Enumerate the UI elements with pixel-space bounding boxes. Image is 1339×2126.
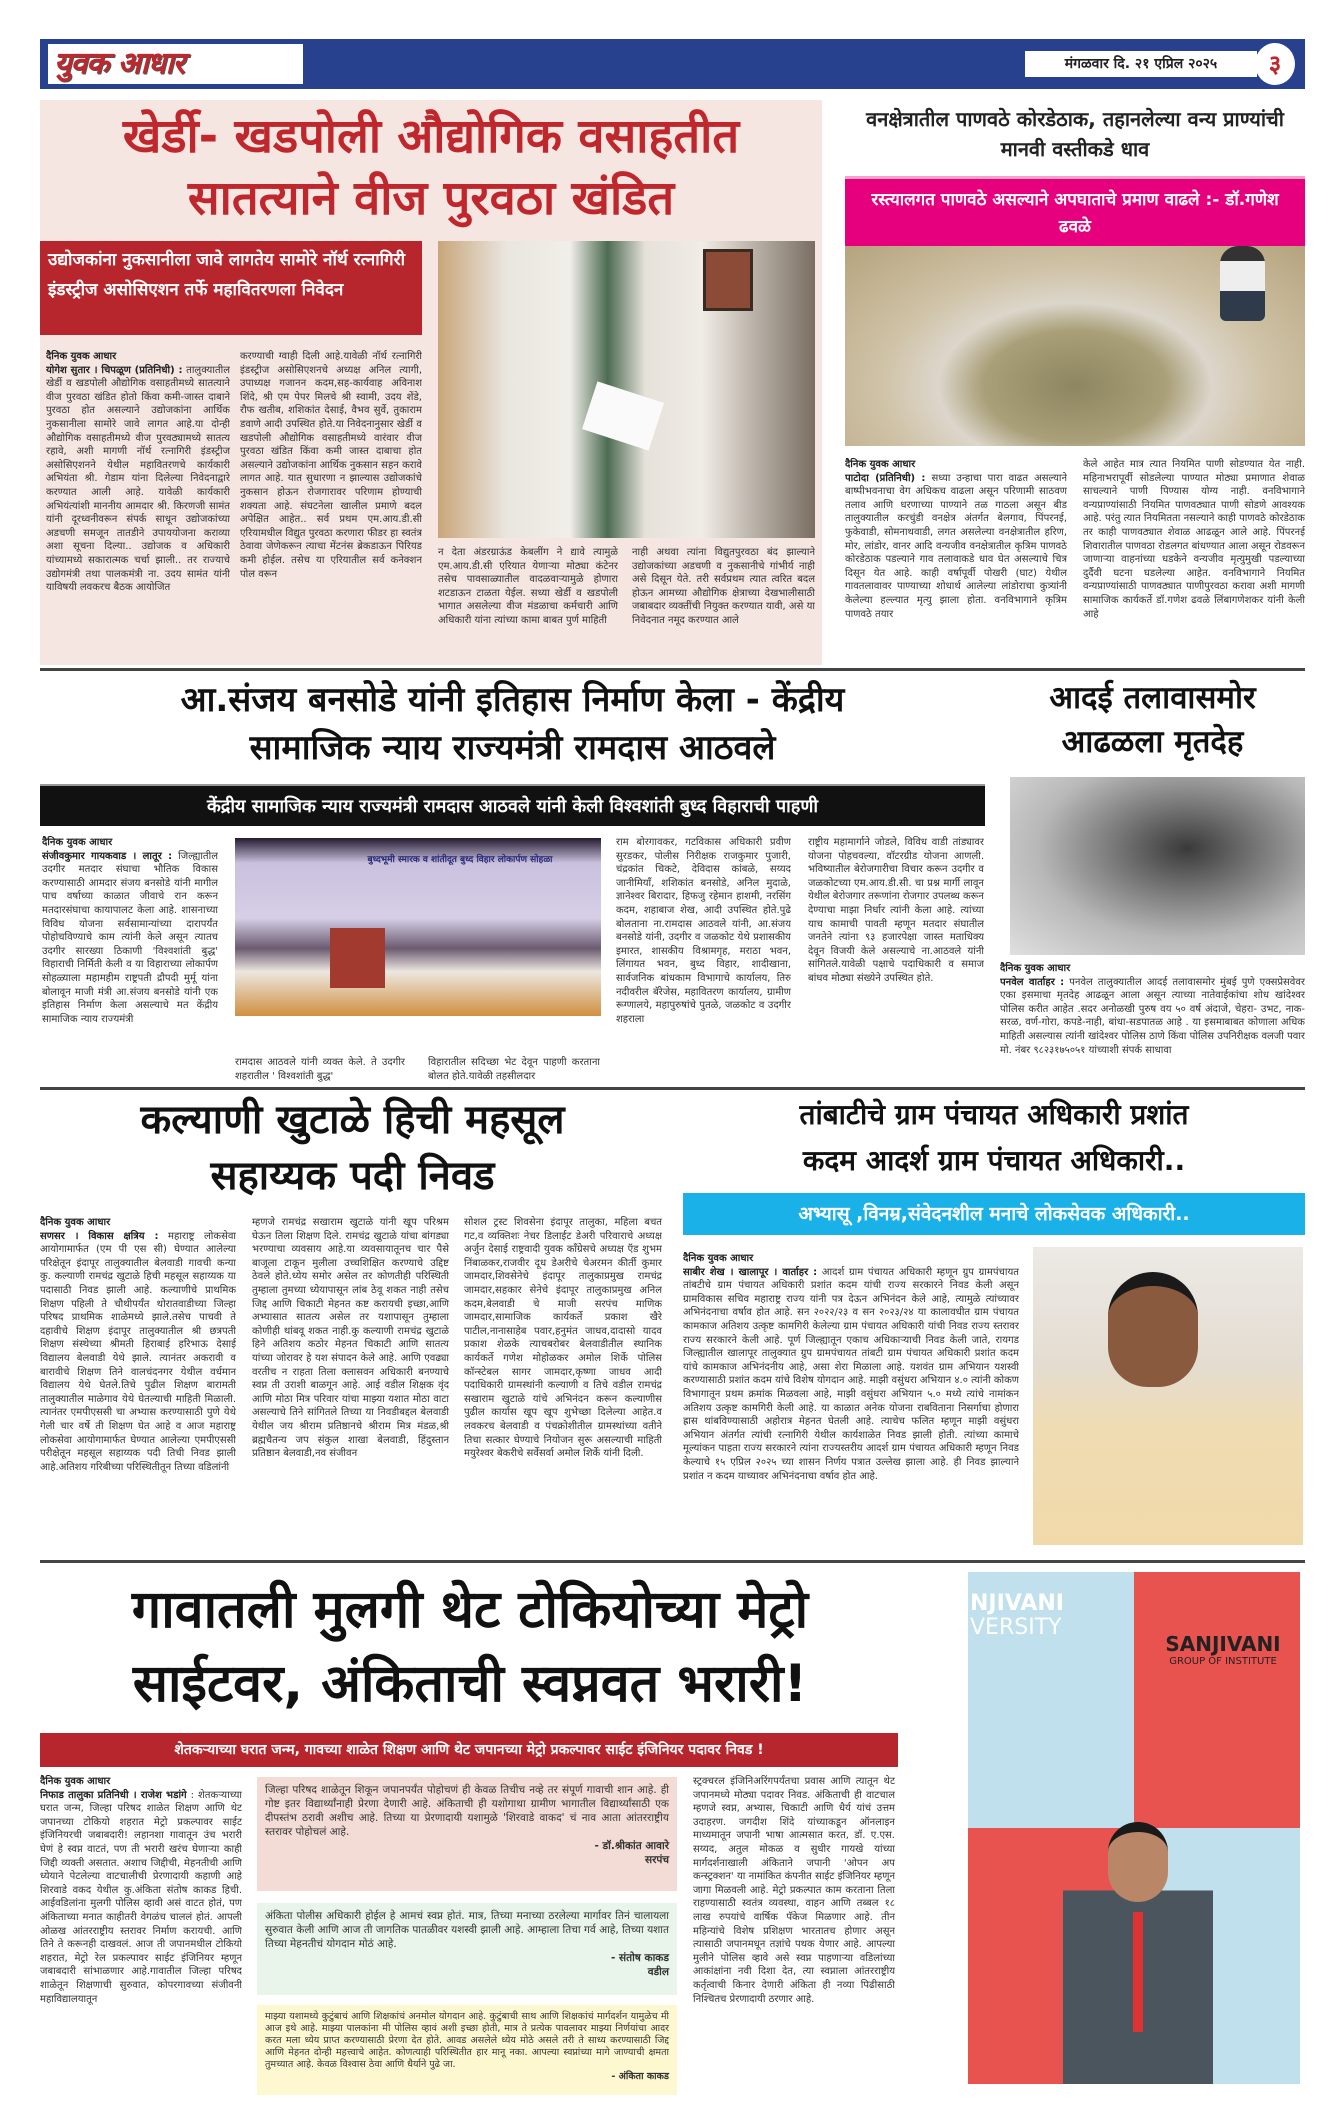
quote-box-father <box>257 1903 677 1995</box>
subhead-box: रस्त्यालगत पाणवठे असल्याने अपघाताचे प्रमाण वाढले :- डॉ.गणेश ढवळे <box>845 176 1305 246</box>
byline: निफाड तालुका प्रतिनिधी । राजेश भडांगे <box>40 1789 187 1801</box>
quote-box-sarpanch <box>257 1777 677 1891</box>
person-figure <box>1220 246 1265 321</box>
headline <box>40 106 822 230</box>
masthead <box>40 39 1305 89</box>
headline <box>40 676 985 772</box>
dateline: दैनिक युवक आधार <box>1000 963 1071 974</box>
article-column: केले आहेत मात्र त्यात नियमित पाणी सोडण्यात येत नाही. महिनाभरापूर्वी सोडलेल्या पाण्यात मोठ्या प्रमाणात शेवाळ साचल्याने पाणी पिण्यास योग्य नाही. वनविभागाने वन्यप्राण्यांसाठी नियमित पाणवठ्यात पाणी सोडणे आवश्यक आहे. परंतु त्यात नियमितता नसल्याने काही पाणवठे कोरडेठाक तर काही पाणवठ्यात शेवाळ आढळून आले आहे. पिंपरनई शिवारातील पाणवठा रोडलगत बांधण्यात आला असून रोडवरून जाणाऱ्या वाहनांच्या धडकेने वन्यजीव मृत्युमुखी पडल्याच्या दुर्दैवी घटना घडलेल्या आहेत. वनविभागाने नियमित वन्यप्राण्यांसाठी पाणवठ्यात पाणीपुरवठा करावा अशी मागणी सामाजिक कार्यकर्ते डॉ.गणेश ढवळे लिंबागणेशकर यांनी केली आहे <box>1083 459 1305 620</box>
quote-role: वडील <box>647 1966 669 1978</box>
article-column: सोशल ट्रस्ट शिवसेना इंदापूर तालुका, महिला बचत गट,व व्यक्तिशः नेचर डिलाईट डेअरी परिवाराचे अध्यक्ष अर्जुन देसाई राष्ट्रवादी युवक काँग्रेसचे अध्यक्ष ऍड शुभम निंबाळकर,राजवीर दूध डेअरीचे चेअरमन कीर्ती कुमार जामदार,शिवसेनेचे इंदापूर तालुकाप्रमुख रामचंद्र जामदार,सहकार सेनेचे इंदापूर तालुकाप्रमुख अनिल कदम,बेलवाडी चे माजी सरपंच माणिक जामदार,सामाजिक कार्यकर्ते प्रकाश खैरे पाटील,नानासाहेब पवार,हनुमंत जाधव,दादासो यादव प्रकाश शेळके त्याचबरोबर बेलवाडीतील स्थानिक कार्यकर्ते गणेश मोहोळकर अमोल शिर्के पोलिस कॉन्स्टेबल सागर जामदार,कृष्णा जाधव आदी पदाधिकारी ग्रामस्थांनी कल्याणी व तिचे वडील रामचंद्र सखाराम खुटाळे यांचे अभिनंदन करून कल्याणीस पुढील कार्यास खूप खूप शुभेच्छा दिलेल्या आहेत.व लवकरच बेलवाडी व पंचक्रोशीतील ग्रामस्थांच्या वतीने तिचा सत्कार घेण्याचे नियोजन सुरू असल्याची माहिती मयुरेश्वर बेकरीचे सर्वेसर्वा अमोल शिर्के यांनी दिली. <box>464 1217 662 1460</box>
section-divider <box>40 1560 1305 1563</box>
section-divider <box>40 668 1305 671</box>
logo-text-university: NJIVANI VERSITY <box>970 1591 1064 1640</box>
quote-box-ankita <box>257 2005 677 2095</box>
subhead-bar: केंद्रीय सामाजिक न्याय राज्यमंत्री रामदास आठवले यांनी केली विश्वशांती बुध्द विहाराची पाहणी <box>40 784 985 826</box>
dateline: दैनिक युवक आधार <box>46 351 117 362</box>
headline-line-1: कल्याणी खुटाळे हिची महसूल <box>140 1097 565 1143</box>
event-stage-photo <box>235 838 601 1016</box>
portrait-frame <box>703 249 753 311</box>
issue-date: मंगळवार दि. २१ एप्रिल २०२५ <box>1025 51 1257 77</box>
article-text: आदर्श ग्राम पंचायत अधिकारी म्हणून ग्रुप ग्रामपंचायत तांबटीचे ग्राम पंचायत अधिकारी प्रशांत कदम यांची राज्य सरकारने निवड केली असून ग्रामविकास सचिव महाराष्ट्र राज्य यांनी पत्र देऊन अभिनंदन केले आहे, त्यामुळे त्यांच्यावर अभिनंदनाचा वर्षाव होत आहे. सन २०२२/२३ व सन २०२३/२४ या कालावधीत ग्राम पंचायत कामकाज अतिशय उत्कृष्ट कामगिरी केलेल्या ग्राम पंचायत अधिकारी यांची निवड राज्य स्तरावर राज्य सरकारने केली आहे. पूर्ण जिल्ह्यातून एकाच अधिकाऱ्याची निवड केली जाते, रायगड जिल्ह्यातील खालापूर तालुक्यात ग्रुप ग्रामपंचायत तांबटी ग्राम पंचायत अधिकारी प्रशांत कदम यांचे कामकाज अभिनंदनीय आहे, असा शेरा मिळाला आहे. यशवंत ग्राम अभियान यशस्वी करण्यासाठी प्रशांत कदम यांचे विशेष योगदान आहे. माझी वसुंधरा अभियान ४.० त्यांनी कोकण विभागातून प्रथम क्रमांक मिळवला आहे, माझी वसुंधरा अभियान ५.० मध्ये त्यांचे नामांकन अतिशय उत्कृष्ट कामगिरी केली आहे. या काळात अनेक योजना राबविताना निसर्गाचा होणारा ह्रास थांबविण्यासाठी अहोरात्र मेहनत घेतली आहे. त्याचेच फलित म्हणून माझी वसुंधरा अभियान अंतर्गत त्यांची रत्नागिरी येथील कार्यशाळेत निवड झाली होती. त्यांच्या कामाचे मूल्यांकन पाहता राज्य सरकारने त्यांना राज्यस्तरीय आदर्श ग्राम पंचायत अधिकारी म्हणून निवड केल्याचे १५ एप्रिल २०२५ च्या शासन निर्णय पत्रात उल्लेख झाला आहे. ही निवड झाल्याने प्रशांत न कदम याच्यावर अभिनंदनाचा वर्षाव होत आहे. <box>683 1266 1019 1482</box>
dateline: दैनिक युवक आधार <box>40 1217 111 1228</box>
quote-author: - अंकिता काकड <box>611 2071 669 2082</box>
headline-line-2: सातत्याने वीज पुरवठा खंडित <box>187 171 675 226</box>
deceased-photo <box>1010 777 1305 955</box>
quote-text: अंकिता पोलीस अधिकारी होईल हे आमचं स्वप्न होतं. मात्र, तिच्या मनाच्या ठरलेल्या मार्गावर तिनं चालायला सुरुवात केली आणि आज ती जागतिक पातळीवर यशस्वी झाली आहे. आम्हाला तिचा गर्व आहे, तिच्या यशात तिच्या मेहनतीचं योगदान मोठं आहे. <box>265 1910 669 1950</box>
article-column <box>40 1775 242 2093</box>
headline: आदई तलावासमोर आढळला मृतदेह <box>1049 680 1256 760</box>
byline: सणसर । विकास क्षत्रिय : <box>40 1230 159 1242</box>
headline: वनक्षेत्रातील पाणवठे कोरडेठाक, तहानलेल्या वन्य प्राण्यांची मानवी वस्तीकडे धाव <box>866 107 1284 161</box>
dateline: दैनिक युवक आधार <box>42 837 113 848</box>
page-number: ३ <box>1255 43 1295 85</box>
article-column <box>40 1216 236 1552</box>
headline <box>683 1092 1305 1184</box>
article-column: करण्याची ग्वाही दिली आहे.यावेळी नॉर्थ रत्नागिरी इंडस्ट्रीज असोसिएशनचे अध्यक्ष अनिल त्यागी, उपाध्यक्ष गजानन कदम,सह-कार्यवाह अविनाश शिंदे, श्री एम पेपर मिलचे श्री स्वामी, उदय शेंडे, रौफ खतीब, शशिकांत देसाई, वैभव सुर्वे, तुकाराम डवाणे आदी उपस्थित होते.या निवेदनानुसार खेर्डी व खडपोली औद्योगिक वसाहतीमध्ये वारंवार वीज पुरवठा खंडित किंवा कमी जास्त दाबाचा होत असल्याने उद्योजकांना आर्थिक नुकसान सहन करावे लागत आहे. यात सुधारणा न झाल्यास उद्योजकांचे नुकसान होऊन रोजगारावर परिणाम होण्याची शक्यता आहे. संघटनेला खालील प्रमाणे बदल अपेक्षित आहेत.. सर्व प्रथम एम.आय.डी.सी एरियामधील विद्युत पुरवठा करणारा फीडर हा स्वतंत्र ठेवावा जेणेकरून त्याचा मेंटनंस ब्रेकडाऊन पिरियड कमी होईल. तसेच या एरियातील सर्व कनेक्शन पोल वरून <box>240 351 422 580</box>
story-kalyani <box>40 1092 665 1554</box>
person-figure <box>1063 1842 1213 2084</box>
ankita-photo <box>968 1572 1300 2084</box>
story-kherdi-power <box>40 100 822 665</box>
story-prashant-kadam <box>683 1092 1305 1554</box>
stage-banner: बुध्दभूमी स्मारक व शांतीदूत बुध्द विहार लोकार्पण सोहळा <box>367 855 553 865</box>
byline: संजीवकुमार गायकवाड । लातूर : <box>42 850 173 862</box>
byline: साबीर शेख । खालापूर । वार्ताहर : <box>683 1266 818 1278</box>
headline-line-2: कदम आदर्श ग्राम पंचायत अधिकारी.. <box>802 1144 1186 1177</box>
article-column: रामदास आठवले यांनी व्यक्त केले. ते उदगीर शहरातील ' विश्वशांती बुद्ध' <box>235 1057 405 1082</box>
quote-role: सरपंच <box>644 1854 669 1866</box>
dateline: दैनिक युवक आधार <box>40 1776 111 1787</box>
story-body-found <box>1000 672 1305 1084</box>
headline-line-1: गावातली मुलगी थेट टोकियोच्या मेट्रो <box>131 1580 809 1640</box>
logo-text-brand: SANJIVANI GROUP OF INSTITUTE <box>1165 1632 1281 1667</box>
article-text: पनवेल तालुक्यातील आदई तलावासमोर मुंबई पुणे एक्सप्रेसवेवर एका इसमाचा मृतदेह आढळून आला असून त्याच्या नातेवाईकांचा शोध खांदेश्वर पोलिस करीत आहेत .सदर अनोळखी पुरुष वय ५० वर्ष अंदाजे, चेहरा- उभट, नाक-सरळ, वर्ण-गोरा, कपडे-नाही, बांधा-सडपातळ आहे . या इसमाबाबत कोणाला अधिक माहिती असल्यास त्यांनी खांदेश्वर पोलिस ठाणे किंवा पोलिस उपनिरीक्षक वलजी पवार मो. नंबर ९८२३१७५०५१ यांच्याशी संपर्क साधावा <box>1000 976 1305 1056</box>
article-column <box>42 836 218 1081</box>
article-text: सध्या उन्हाचा पारा वाढत असल्याने बाष्पीभवनाचा वेग अधिकच वाढला असून परिणामी साठवण तलाव आणि धरणाच्या पाण्याने तळ गाठला असून बीड तालुक्यातील करचुंडी वनक्षेत्र अंतर्गत बेलगाव, पिंपरनई, फुकेवाडी, सोमनाथवाडी, लगत असलेल्या वनक्षेत्रातील हरिण, मोर, लांडोर, वानर आदि वन्यजीव वनक्षेत्रातील कृत्रिम पाणवठे कोरडेठाक पडल्याने गाव तलावाकडे धाव घेत असल्याचे चित्र दिसून येत आहे. काही वर्षापूर्वी पोखरी (घाट) येथील गावतलावावर पाण्याच्या शोधार्थ आलेल्या लांडोराचा कुत्र्यांनी केलेल्या हल्ल्यात मृत्यु झाला होता. वनविभागाने कृत्रिम पाणवठे तयार <box>845 472 1067 620</box>
quote-text: जिल्हा परिषद शाळेतून शिकून जपानपर्यंत पोहोचणं ही केवळ तिचीच नव्हे तर संपूर्ण गावाची शान आहे. ही गोष्ट इतर विद्यार्थ्यांनाही प्रेरणा देणारी आहे. अंकिताची ही यशोगाथा ग्रामीण भागातील विद्यार्थ्यांसाठी एक दीपस्तंभ ठरावी अशीच आहे. तिच्या या प्रेरणादायी यशामुळे 'शिरवाडे वाकद' चं नाव आता आंतरराष्ट्रीय स्तरावर पोहोचलं आहे. <box>265 1784 669 1838</box>
article-column: नाही अथवा त्यांना विद्युतपुरवठा बंद झाल्याने उद्योजकांच्या अडचणी व नुकसानीचे गांभीर्य नाही असे दिसून येते. तरी सर्वप्रथम त्यात त्वरित बदल होऊन आमच्या औद्योगिक क्षेत्राच्या देखभालीसाठी जबाबदार व्यक्तींची नियुक्त करण्यात यावी, असे या निवेदनात नमूद करण्यात आले <box>632 547 815 626</box>
article-column: राम बोरगावकर, गटविकास अधिकारी प्रवीण सुरडकर, पोलीस निरीक्षक राजकुमार पुजारी, चंद्रकांत चिकटे, देविदास कांबळे, सय्यद जानीमियाँ, शशिकांत बनसोडे, अनिल मुदाळे, ज्ञानेश्वर बिरादार, हिफजु रहेमान हाशमी, नरसिंग कदम, शहाबाज शेख, आदी उपस्थित होते.पुढे बोलताना ना.रामदास आठवले यांनी, आ.संजय बनसोडे यांनी, उदगीर व जळकोट येथे प्रशासकीय इमारत, शासकीय विश्रामगृह, मराठा भवन, लिंगायत भवन, बुध्द विहार, शादीखाना, सार्वजनिक बांधकाम विभागाचे कार्यालय, तिरु नदीवरील बॅरेजेस, महावितरण कार्यालय, ग्रामीण रूग्णालये, महापुरुषांचे पुतळे, जळकोट व उदगीर शहराला <box>616 837 791 1025</box>
podium <box>330 928 385 988</box>
section-divider <box>40 1087 1305 1090</box>
article-text: जिल्ह्यातील उदगीर मतदार संघाचा भौतिक विकास करण्यासाठी आमदार संजय बनसोडे यांनी मागील पाच वर्षाच्या काळात जीवाचे रान करून मतदारसंघाचा कायापालट केला आहे. शासनाच्या विविध योजना सर्वसामान्यांच्या दारापर्यंत पोहोचविण्याचे काम त्यांनी केले असून त्यातच उदगीर सारख्या ठिकाणी 'विश्वशांती बुद्ध' विहाराची निर्मिती केली व या विहाराच्या लोकार्पण सोहळ्याला महामहीम राष्ट्रपती द्रौपदी मुर्मू यांना बोलावून माजी मंत्री आ.संजय बनसोडे यांनी एक इतिहास निर्माण केला असल्याचे मत केंद्रीय सामाजिक न्याय राज्यमंत्री <box>42 850 218 1025</box>
article-text: महाराष्ट्र लोकसेवा आयोगामार्फत (एम पी एस सी) घेण्यात आलेल्या परिक्षेतून इंदापूर तालुक्यातील बेलवाडी गावची कन्या कु. कल्याणी रामचंद्र खुटाळे हिची महसूल सहाय्यक या पदासाठी निवड झाली आहे. कल्याणीचे प्राथमिक शिक्षण पहिली ते चौथीपर्यंत थोरातवाडीच्या जिल्हा परिषद प्राथमिक शाळेमध्ये झाले.तसेच पाचवी ते दहावीचे शिक्षण इंदापूर तालुक्यातील श्री छत्रपती शिक्षण संस्थेच्या श्रीमती हिराबाई हरिभाऊ देसाई विद्यालय बेलवाडी येथे झाले. त्यानंतर अकरावी व बारावीचे शिक्षण तिने वालचंदनगर येथील वर्धमान विद्यालय येथे घेतले.तिचे पुढील शिक्षण बारामती तालुक्यातील माळेगाव येथे घेतल्याची माहिती मिळाली. त्यानंतर एमपीएससी चा अभ्यास करण्यासाठी पुणे येथे गेली चार वर्षे ती शिक्षण घेत आहे व आज महाराष्ट्र लोकसेवा आयोगामार्फत घेण्यात आलेल्या एमपीएससी परीक्षेतून महसूल सहाय्यक पदी तिची निवड झाली आहे.अतिशय गरिबीच्या परिस्थितीतून तिच्या वडिलांनी <box>40 1230 236 1473</box>
story-waterholes <box>845 100 1305 665</box>
quote-text: माझ्या यशामध्ये कुटुंबाचं आणि शिक्षकांचं अनमोल योगदान आहे. कुटुंबाची साथ आणि शिक्षकांचं मार्गदर्शन यामुळेच मी आज इथे आहे. माझ्या पालकांना मी पोलिस व्हावं अशी इच्छा होती, मात्र ते प्रत्येक पावलावर माझ्या निर्णयांचा आदर करत मला ध्येय प्राप्त करण्यासाठी प्रेरणा देत होते. आवड असलेले ध्येय मोठे असले तरी ते साध्य करण्यासाठी जिद्द आणि मेहनत दोन्ही महत्त्वाचे आहेत. कोणत्याही परिस्थितीत हार मानू नका. आपल्या स्वप्नांच्या मागे जाण्याची क्षमता तुमच्यात आहे. केवळ विश्वास ठेवा आणि धैर्याने पुढे जा. <box>265 2011 669 2070</box>
byline: योगेश सुतार । चिपळूण (प्रतिनिधी) : <box>46 364 183 376</box>
face <box>1108 1272 1198 1387</box>
story-bansode <box>40 672 985 1084</box>
article-column <box>46 350 230 658</box>
dateline: दैनिक युवक आधार <box>683 1253 754 1264</box>
article-column: राष्ट्रीय महामार्गाने जोडले, विविध वाडी तांड्यावर योजना पोहचवल्या, वॉटरग्रीड योजना आणली. भविष्यातील बेरोजगारीचा विचार करून उदगीर व जळकोटच्या एम.आय.डी.सी. चा प्रश्न मार्गी लावून येथील बेरोजगार तरूणांना रोजगार उपलब्ध करून देण्याचा माझा निर्धार त्यांनी केला आहे. त्यांच्या याच कामाची पावती म्हणून मतदार संघातील जनतेने त्यांना ९३ हजारपेक्षा जास्त मताधिक्य देवून विजयी केले असल्याचे ना.आठवले यांनी सांगितले.यावेळी पक्षाचे पदाधिकारी व समाज बांधव मोठ्या संख्येने उपस्थित होते. <box>808 837 984 984</box>
article-column <box>683 1252 1019 1552</box>
article-text: तालुक्यातील खेर्डी व खडपोली औद्योगिक वसाहतीमध्ये सातत्याने वीज पुरवठा खंडित होतो किंवा कमी-जास्त दाबाने पुरवठा होत असल्याने उद्योजकांना आर्थिक नुकसानीला सामोरे जावे लागत आहे.या दोन्ही औद्योगिक वसाहतीमध्ये वीज पुरवठ्यामध्ये सातत्य रहावे, अशी मागणी नॉर्थ रत्नागिरी इंडस्ट्रीज असोसिएशनने येथील महावितरणचे कार्यकारी अभियंता श्री. गेडाम यांना दिलेल्या निवेदनाद्वारे करण्यात आली आहे. यावेळी कार्यकारी अभियंत्यांशी माननीय आमदार श्री. किरणजी सामंत यांनी दूरध्वनीवरून संपर्क साधून उद्योजकांच्या अडचणी समजून तातडीने उपाययोजना कराव्या अशा सूचना दिल्या.. उद्योजक व अधिकारी यांच्यामध्ये सकारात्मक चर्चा झाली.. तर राज्याचे उद्योगमंत्री तथा पालकमंत्री ना. उदय सामंत यांनी याविषयी लवकरच बैठक आयोजित <box>46 364 230 594</box>
article-column <box>1000 962 1305 1082</box>
headline-line-2: साईटवर, अंकिताची स्वप्नवत भरारी! <box>132 1654 808 1714</box>
article-column: न देता अंडरग्राऊंड केबलींग ने द्यावे त्यामुळे एम.आय.डी.सी एरियात येणाऱ्या मोठ्या कंटेनर तसेच पावसाळ्यातील वादळवाऱ्यामुळे होणारा शटडाऊन टाळता येईल. सध्या खेर्डी व खडपोली भागात असलेल्या वीज मंडळाचा कर्मचारी आणि अधिकारी यांना त्यांच्या कामा बाबत पुर्ण माहिती <box>438 547 618 626</box>
byline: पाटोदा (प्रतिनिधी) : <box>845 472 926 484</box>
subhead-box: उद्योजकांना नुकसानीला जावे लागतेय सामोरे नॉर्थ रत्नागिरी इंडस्ट्रीज असोसिएशन तर्फे महावितरणला निवेदन <box>40 241 422 335</box>
memorandum-paper <box>582 381 664 450</box>
headline-line-1: आ.संजय बनसोडे यांनी इतिहास निर्माण केला - केंद्रीय <box>180 680 845 720</box>
headline-line-2: सहाय्यक पदी निवड <box>210 1153 495 1199</box>
face <box>1108 1822 1168 1902</box>
article-column: म्हणजे रामचंद्र सखाराम खुटाळे यांनी खूप परिश्रम घेऊन तिला शिक्षण दिले. रामचंद्र खुटाळे यांचा बांगड्या भरण्याचा व्यवसाय आहे.या व्यवसायातूनच चार पैसे बाजूला टाकून मुलीला उच्चशिक्षित करण्याचे उद्दिष्ट ठेवले होते.ध्येय समोर असेल तर कोणतीही परिस्थिती तुम्हाला तुमच्या ध्येयापासून लांब ठेवू शकत नाही तसेच जिद्द आणि चिकाटी मेहनत कष्ट करायची इच्छा,आणि अभ्यासात सातत्य असेल तर यशापासून तुम्हाला कोणीही थांबवू शकत नाही.कु कल्याणी रामचंद्र खुटाळे हिने अतिशय कठोर मेहनत चिकाटी आणि सातत्य यांच्या जोरावर हे यश संपादन केले आहे. आणि एवढ्या वरतीच न राहता तिला क्लासवन अधिकारी बनण्याचे स्वप्न ती उराशी बाळगून आहे. आई वडील शिक्षक वृंद आणि मोठा मित्र परिवार यांचा माझ्या यशात मोठा वाटा असल्याचे तिने सांगितले तिच्या या निवडीबद्दल बेलवाडी येथील जय श्रीराम प्रतिष्ठानचे श्रीराम मित्र मंडळ,श्री ब्रह्मचैतन्य जप संकुल शाखा बेलवाडी, हिंदुस्तान प्रतिष्ठान बेलवाडी,नव संजीवन <box>252 1217 449 1460</box>
headline <box>40 1573 900 1721</box>
tie <box>1133 1912 1143 2032</box>
article-column: विहारातील सदिच्छा भेट देवून पाहणी करताना बोलत होते.यावेळी तहसीलदार <box>428 1057 600 1082</box>
dateline: दैनिक युवक आधार <box>845 459 916 470</box>
memorandum-photo <box>438 241 815 538</box>
article-column <box>845 458 1067 663</box>
headline-line-1: खेर्डी- खडपोली औद्योगिक वसाहतीत <box>122 109 740 164</box>
headline-line-2: सामाजिक न्याय राज्यमंत्री रामदास आठवले <box>249 728 776 768</box>
article-column: स्ट्रक्चरल इंजिनिअरिंगपर्यंतचा प्रवास आणि त्यातून थेट जपानमध्ये मोठ्या पदावर निवड. अंकिताची ही वाटचाल म्हणजे स्वप्न, अभ्यास, चिकाटी आणि धैर्य यांचं उत्तम उदाहरण. जगदीश शिंदे यांच्याकडून ऑनलाइन माध्यमातून जपानी भाषा आत्मसात करत, डॉ. ए.एस. सय्यद, अतुल मोकळ व सुधीर गायखे यांच्या मार्गदर्शनाखाली अंकिताने जपानी 'ओपन अप कन्स्ट्रक्शन' या नामांकित कंपनीत साईट इंजिनियर म्हणून जागा मिळवली आहे. मेट्रो प्रकल्पात काम करताना तिला राहण्यासाठी स्वतंत्र व्यवस्था, वाहन आणि तब्बल १८ लाख रुपयांचे वार्षिक पॅकेज मिळणार आहे. तीन महिन्यांचे विशेष प्रशिक्षण भारतातच होणार असून त्यासाठी जपानमधून तज्ञांचे पथक येणार आहे. आपल्या मुलीने पोलिस व्हावे असे स्वप्न पाहणाऱ्या वडिलांच्या आकांक्षांना नवी दिशा देत, त्या स्वप्नाला आंतरराष्ट्रीय कर्तृत्वाची किनार देणारी अंकिता ही नव्या पिढीसाठी निश्चितच प्रेरणादायी ठरणार आहे. <box>693 1776 895 2005</box>
prashant-kadam-photo <box>1033 1247 1303 1545</box>
headline-line-1: तांबाटीचे ग्राम पंचायत अधिकारी प्रशांत <box>799 1098 1189 1131</box>
subhead-bar: अभ्यासू ,विनम्र,संवेदनशील मनाचे लोकसेवक अधिकारी.. <box>683 1193 1305 1235</box>
byline: पनवेल वार्ताहर : <box>1000 976 1065 988</box>
headline <box>40 1092 665 1204</box>
story-ankita <box>40 1565 900 2095</box>
article-text: : शेतकऱ्याच्या घरात जन्म, जिल्हा परिषद शाळेत शिक्षण आणि थेट जपानच्या टोकियो शहरात मेट्रो प्रकल्पावर साईट इंजिनियरची जबाबदारी! लहानशा गावातून उंच भरारी घेणं हे स्वप्न वाटतं, पण ती भरारी खरंच घेणाऱ्या काही जिद्दी व्यक्ती असतात. अशाच जिद्दीची, मेहनतीची आणि ध्येयाने पेटलेल्या वाटचालीची प्रेरणादायी कहाणी आहे शिरवाडे वकद येथील कु.अंकिता संतोष काकड हिची. आईवडिलांना मुलगी पोलिस व्हावी असं वाटत होतं, पण अंकिताच्या मनात काहीतरी वेगळंच चाललं होतं. आपली ओळख आंतरराष्ट्रीय स्तरावर निर्माण करायची. आणि तिने ते करूनही दाखवलं. आज ती जपानमधील टोकियो शहरात, मेट्रो रेल प्रकल्पावर साईट इंजिनियर म्हणून जबाबदारी सांभाळणार आहे.गावातील जिल्हा परिषद शाळेतून शिक्षणाची सुरुवात, कोपरगावच्या संजीवनी महाविद्यालयातून <box>40 1789 242 2005</box>
subhead-bar: शेतकऱ्याच्या घरात जन्म, गावच्या शाळेत शिक्षण आणि थेट जपानच्या मेट्रो प्रकल्पावर साईट इंजिनियर पदावर निवड ! <box>40 1733 898 1767</box>
dry-waterhole-photo <box>845 246 1305 446</box>
newspaper-logo[interactable]: युवक आधार <box>48 44 303 84</box>
quote-author: - डॉ.श्रीकांत आवारे <box>594 1840 669 1852</box>
quote-author: - संतोष काकड <box>610 1952 669 1964</box>
